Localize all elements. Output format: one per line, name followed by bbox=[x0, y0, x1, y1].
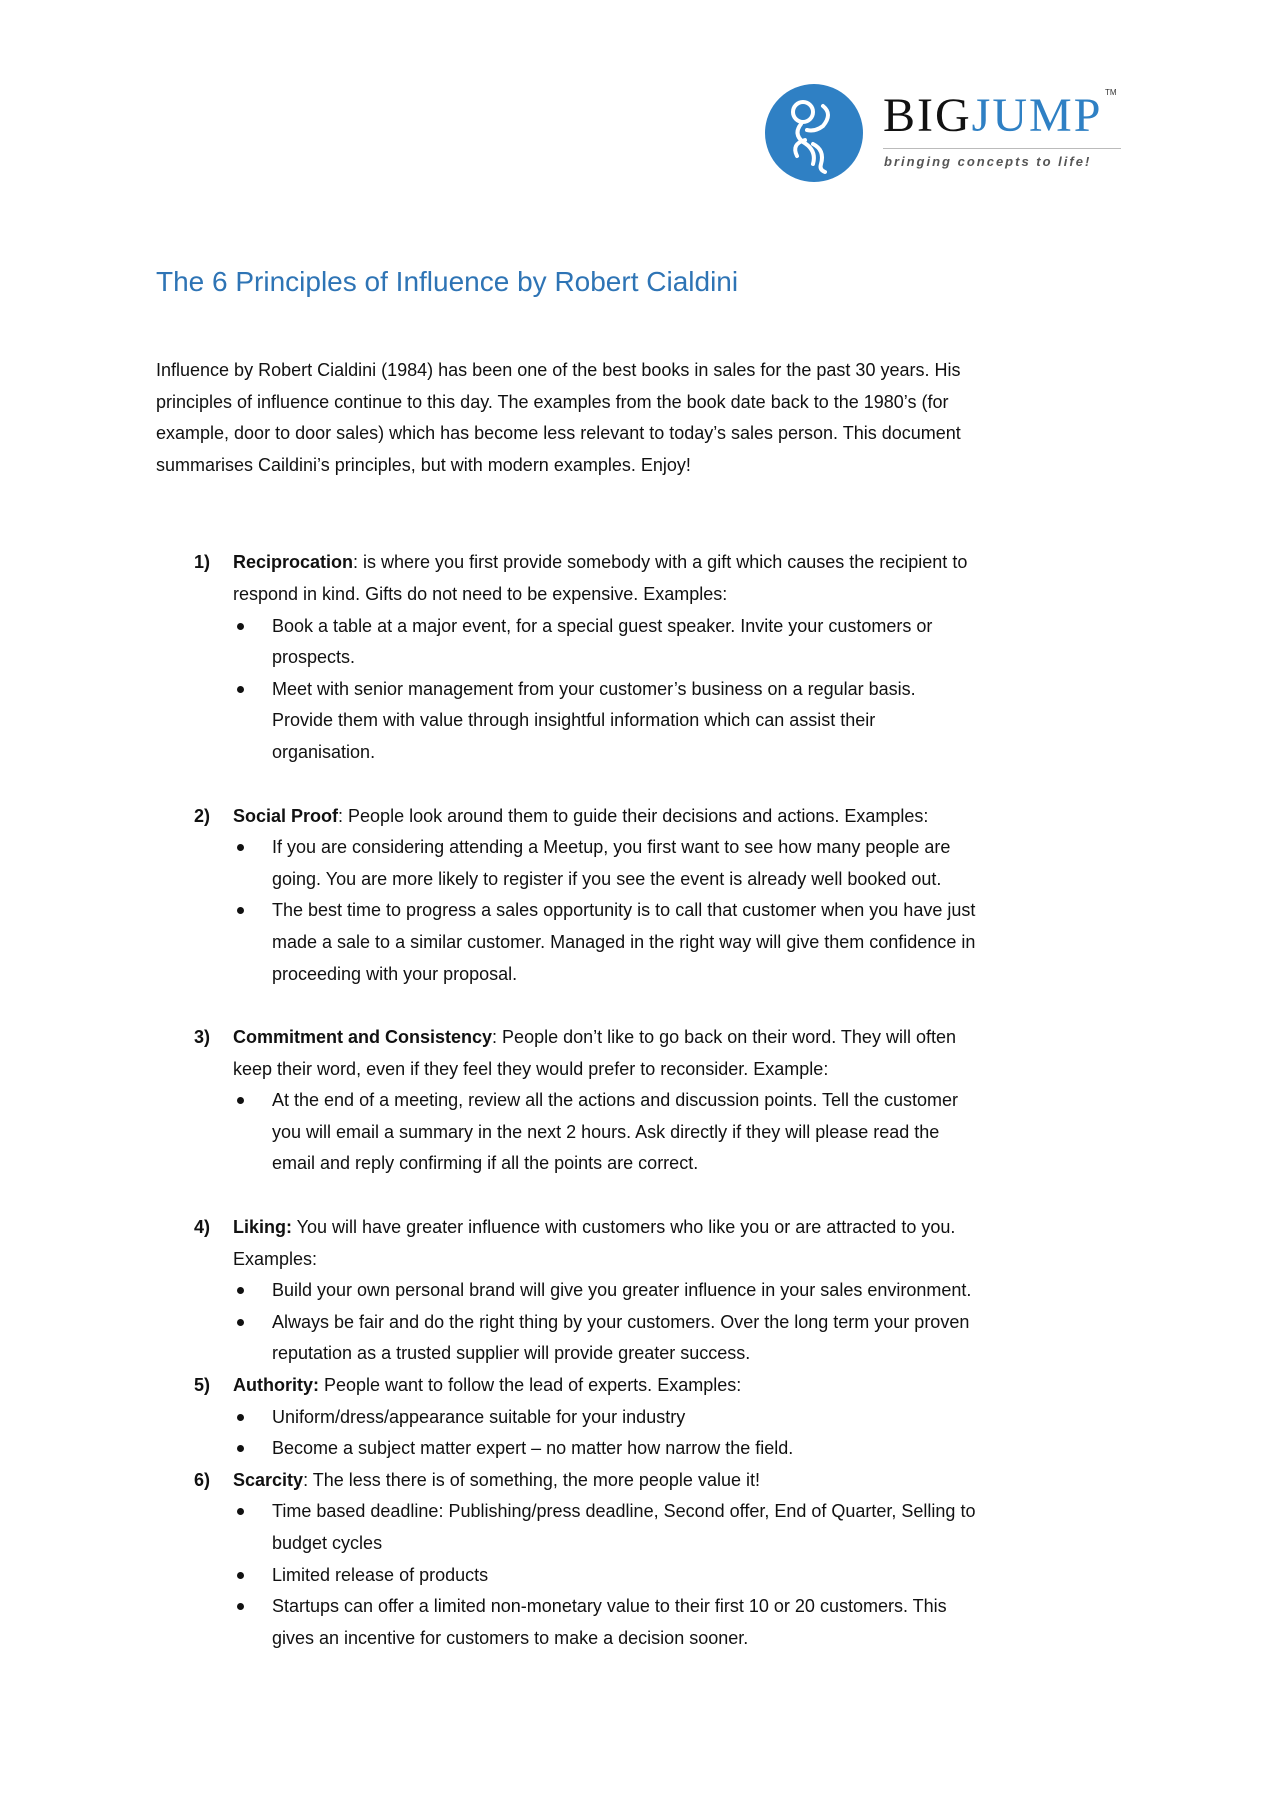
bullet-icon bbox=[237, 1287, 244, 1294]
example-bullet bbox=[233, 895, 1136, 990]
principle-number: 2) bbox=[194, 805, 211, 826]
jumping-figure-icon bbox=[765, 84, 863, 182]
example-bullet bbox=[233, 1275, 1136, 1307]
principle-text: Examples: bbox=[233, 1248, 318, 1269]
bullet-text-line: Time based deadline: Publishing/press deadline, Second offer, End of Quarter, Selling to bbox=[272, 1501, 976, 1522]
bullet-icon bbox=[237, 1097, 244, 1104]
example-bullet bbox=[233, 1591, 1136, 1654]
bigjump-logo bbox=[765, 84, 1125, 184]
principle-number: 3) bbox=[194, 1027, 211, 1048]
example-bullet bbox=[233, 674, 1136, 769]
principle-text: : People look around them to guide their decisions and actions. Examples: bbox=[338, 805, 929, 826]
logo-tagline: bringing concepts to life! bbox=[884, 154, 1092, 169]
example-bullet bbox=[233, 1560, 1136, 1592]
trademark-mark: TM bbox=[1105, 88, 1117, 97]
intro-line: principles of influence continue to this day. The examples from the book date back to the 1980’s (for bbox=[156, 391, 949, 412]
principle-number: 6) bbox=[194, 1469, 211, 1490]
principle-number: 1) bbox=[194, 552, 211, 573]
principle-name: Scarcity bbox=[233, 1469, 304, 1490]
principle-text-line bbox=[233, 1244, 1136, 1276]
principle-text: People want to follow the lead of experts. Examples: bbox=[318, 1375, 742, 1396]
principle-text-line bbox=[233, 1370, 1136, 1402]
bullet-icon bbox=[237, 1319, 244, 1326]
bullet-text-line: Become a subject matter expert – no matter how narrow the field. bbox=[272, 1438, 794, 1459]
principle-number: 5) bbox=[194, 1375, 211, 1396]
bullet-text-line: Always be fair and do the right thing by your customers. Over the long term your proven bbox=[272, 1311, 970, 1332]
logo-wordmark: BIGJUMP bbox=[883, 89, 1103, 142]
principle-text-line bbox=[233, 1212, 1136, 1244]
example-bullet bbox=[233, 1085, 1136, 1180]
bullet-icon bbox=[237, 1603, 244, 1610]
bullet-text-line: email and reply confirming if all the points are correct. bbox=[272, 1153, 699, 1174]
principle-text-line bbox=[233, 1054, 1136, 1086]
principle-item bbox=[156, 1022, 1136, 1180]
principle-item bbox=[156, 1212, 1136, 1370]
bullet-icon bbox=[237, 844, 244, 851]
document-body bbox=[156, 355, 1136, 1654]
bullet-icon bbox=[237, 686, 244, 693]
principle-text-line bbox=[233, 801, 1136, 833]
logo-divider bbox=[883, 148, 1121, 149]
example-bullet bbox=[233, 832, 1136, 895]
principle-name: Authority: bbox=[233, 1375, 319, 1396]
bullet-text-line: organisation. bbox=[272, 741, 376, 762]
bullet-text-line: Meet with senior management from your customer’s business on a regular basis. bbox=[272, 678, 916, 699]
principle-text: respond in kind. Gifts do not need to be expensive. Examples: bbox=[233, 583, 728, 604]
example-bullet bbox=[233, 1496, 1136, 1559]
bullet-text-line: Uniform/dress/appearance suitable for your industry bbox=[272, 1406, 686, 1427]
principle-text-line bbox=[233, 1465, 1136, 1497]
principle-name: Reciprocation bbox=[233, 552, 354, 573]
intro-line: summarises Caildini’s principles, but with modern examples. Enjoy! bbox=[156, 454, 691, 475]
principle-item bbox=[156, 1465, 1136, 1655]
principle-text: keep their word, even if they feel they would prefer to reconsider. Example: bbox=[233, 1058, 829, 1079]
bullet-text-line: going. You are more likely to register if you see the event is already well booked out. bbox=[272, 868, 942, 889]
principle-text: : People don’t like to go back on their word. They will often bbox=[492, 1027, 956, 1048]
principle-text: You will have greater influence with customers who like you or are attracted to you. bbox=[292, 1217, 956, 1238]
example-bullet bbox=[233, 1402, 1136, 1434]
bullet-icon bbox=[237, 1414, 244, 1421]
bullet-text-line: The best time to progress a sales opportunity is to call that customer when you have just bbox=[272, 900, 976, 921]
bullet-text-line: reputation as a trusted supplier will provide greater success. bbox=[272, 1343, 751, 1364]
principle-number: 4) bbox=[194, 1217, 211, 1238]
example-bullet bbox=[233, 1307, 1136, 1370]
bullet-icon bbox=[237, 907, 244, 914]
bullet-icon bbox=[237, 1445, 244, 1452]
bullet-text-line: gives an incentive for customers to make a decision sooner. bbox=[272, 1627, 749, 1648]
bullet-text-line: Book a table at a major event, for a special guest speaker. Invite your customers or bbox=[272, 615, 933, 636]
bullet-text-line: budget cycles bbox=[272, 1533, 383, 1553]
bullet-text-line: proceeding with your proposal. bbox=[272, 963, 518, 984]
principle-name: Liking: bbox=[233, 1217, 292, 1238]
intro-line: Influence by Robert Cialdini (1984) has been one of the best books in sales for the past 30 years. His bbox=[156, 360, 961, 380]
principles-list bbox=[156, 547, 1136, 1654]
intro-line: example, door to door sales) which has become less relevant to today’s sales person. This document bbox=[156, 423, 961, 444]
example-bullet bbox=[233, 1433, 1136, 1465]
example-bullet bbox=[233, 611, 1136, 674]
bullet-icon bbox=[237, 1508, 244, 1515]
intro-paragraph bbox=[156, 355, 1136, 481]
principle-text-line bbox=[233, 579, 1136, 611]
bullet-text-line: prospects. bbox=[272, 647, 356, 668]
principle-text-line bbox=[233, 1022, 1136, 1054]
principle-item bbox=[156, 1370, 1136, 1465]
principle-text-line bbox=[233, 547, 1136, 579]
principle-item bbox=[156, 801, 1136, 991]
bullet-icon bbox=[237, 623, 244, 630]
principle-item bbox=[156, 547, 1136, 768]
principle-text: : The less there is of something, the more people value it! bbox=[303, 1469, 760, 1490]
principle-name: Social Proof bbox=[233, 805, 339, 826]
bullet-text-line: you will email a summary in the next 2 hours. Ask directly if they will please read the bbox=[272, 1121, 940, 1142]
bullet-text-line: Build your own personal brand will give you greater influence in your sales environment. bbox=[272, 1280, 972, 1301]
bullet-text-line: Startups can offer a limited non-monetary value to their first 10 or 20 customers. This bbox=[272, 1596, 947, 1617]
bullet-text-line: Limited release of products bbox=[272, 1564, 489, 1585]
principle-text: : is where you first provide somebody with a gift which causes the recipient to bbox=[353, 552, 968, 573]
bullet-text-line: At the end of a meeting, review all the actions and discussion points. Tell the customer bbox=[272, 1090, 959, 1111]
page-title: The 6 Principles of Influence by Robert Cialdini bbox=[156, 266, 739, 297]
bullet-icon bbox=[237, 1572, 244, 1579]
bullet-text-line: Provide them with value through insightful information which can assist their bbox=[272, 710, 876, 731]
principle-name: Commitment and Consistency bbox=[233, 1027, 493, 1048]
bullet-text-line: made a sale to a similar customer. Managed in the right way will give them confidence in bbox=[272, 931, 976, 952]
bullet-text-line: If you are considering attending a Meetup, you first want to see how many people are bbox=[272, 837, 951, 858]
